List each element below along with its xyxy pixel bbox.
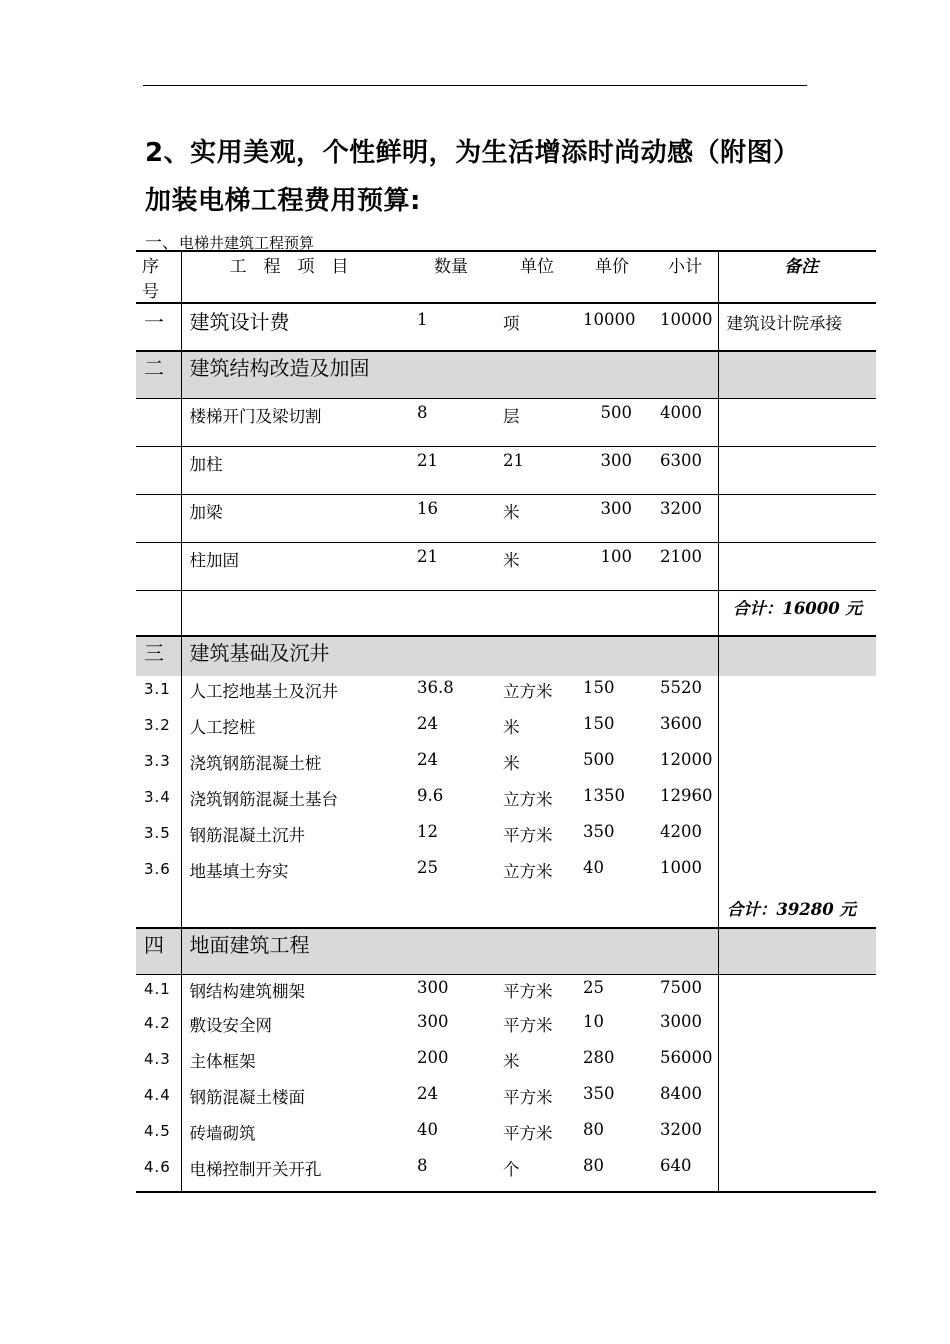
heading-line-1: 2、实用美观，个性鲜明，为生活增添时尚动感（附图）: [145, 138, 800, 168]
section-1-price: 10000: [583, 310, 636, 329]
section-4-no: 四: [136, 928, 181, 974]
heading-line-2: 加装电梯工程费用预算:: [145, 186, 421, 216]
table-row: 4.2 敷设安全网 300 平方米 10 3000: [136, 1010, 876, 1046]
section-1-name: 建筑设计费: [189, 310, 290, 334]
subtitle-text: 电梯井建筑工程预算: [179, 234, 315, 252]
table-row: 柱加固 21 米 100 2100: [136, 542, 876, 590]
header-unit: 单位: [495, 251, 575, 303]
section-4-row: [136, 928, 876, 974]
table-row: 3.3 浇筑钢筋混凝土桩 24 米 500 12000: [136, 748, 876, 784]
table-row: 3.6 地基填土夯实 25 立方米 40 1000: [136, 856, 876, 892]
section-3-total: 合计：39280 元: [726, 900, 856, 919]
section-3-no: 三: [136, 636, 181, 676]
section-2-total-row: [136, 590, 876, 636]
table-row: 4.6 电梯控制开关开孔 8 个 80 640: [136, 1154, 876, 1192]
table-row: 4.3 主体框架 200 米 280 56000: [136, 1046, 876, 1082]
section-1-subtotal: 10000: [652, 303, 718, 351]
section-2-name: 建筑结构改造及加固: [181, 351, 409, 398]
section-1-no: 一: [136, 303, 181, 351]
header-seq: 序号: [136, 251, 181, 303]
table-row: 3.2 人工挖桩 24 米 150 3600: [136, 712, 876, 748]
subtitle-prefix: 一、: [145, 233, 179, 253]
header-qty: 数量: [409, 251, 495, 303]
section-1-qty: 1: [417, 310, 428, 329]
section-2-total: 合计：16000 元: [718, 590, 876, 636]
section-3-name: 建筑基础及沉井: [181, 636, 409, 676]
table-row: 4.5 砖墙砌筑 40 平方米 80 3200: [136, 1118, 876, 1154]
table-row: 加梁 16 米 300 3200: [136, 494, 876, 542]
section-1-row: [136, 303, 876, 351]
header-remark: 备注: [718, 251, 876, 303]
section-4-name: 地面建筑工程: [181, 928, 409, 974]
table-row: 4.1 钢结构建筑棚架 300 平方米 25 7500: [136, 974, 876, 1010]
table-row: 加柱 21 21 300 6300: [136, 446, 876, 494]
header-subtotal: 小计: [652, 251, 718, 303]
table-row: 4.4 钢筋混凝土楼面 24 平方米 350 8400: [136, 1082, 876, 1118]
header-item: 工 程 项 目: [181, 251, 409, 303]
section-1-remark: 建筑设计院承接: [726, 314, 842, 333]
top-rule: [143, 85, 807, 86]
section-3-row: [136, 636, 876, 676]
budget-table: [136, 250, 876, 1193]
header-price: 单价: [575, 251, 652, 303]
table-row: 楼梯开门及梁切割 8 层 500 4000: [136, 398, 876, 446]
table-row: 3.4 浇筑钢筋混凝土基台 9.6 立方米 1350 12960: [136, 784, 876, 820]
section-2-row: [136, 351, 876, 398]
table-header-row: [136, 251, 876, 303]
table-row: 3.5 钢筋混凝土沉井 12 平方米 350 4200: [136, 820, 876, 856]
table-row: 3.1 人工挖地基土及沉井 36.8 立方米 150 5520: [136, 676, 876, 712]
section-3-total-row: [136, 892, 876, 928]
section-2-no: 二: [136, 351, 181, 398]
section-1-unit: 项: [503, 314, 520, 333]
